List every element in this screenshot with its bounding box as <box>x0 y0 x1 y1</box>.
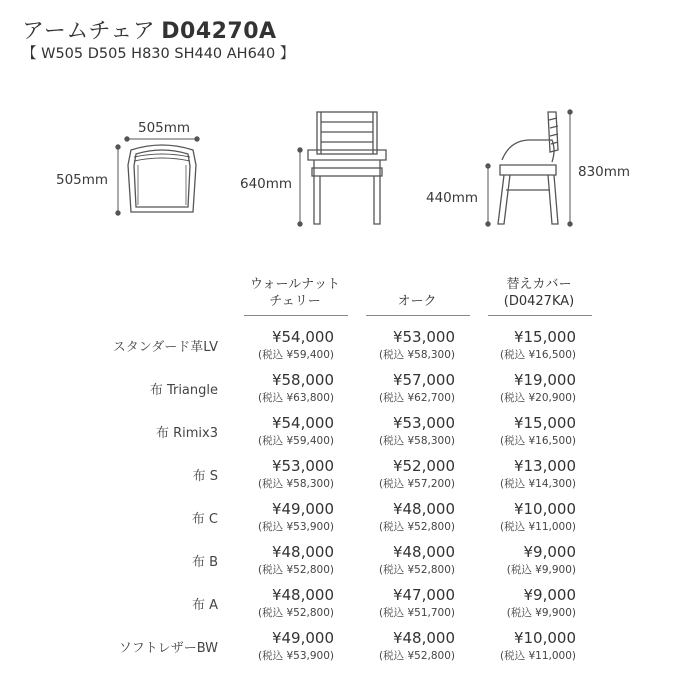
tax-included-price: (税込 ¥9,900) <box>506 564 576 576</box>
tax-included-price: (税込 ¥59,400) <box>258 349 334 361</box>
side-seat-height-label: 440mm <box>426 190 479 206</box>
price-value: ¥53,000 <box>392 328 455 346</box>
column-header-oak <box>362 276 472 310</box>
price-value: ¥54,000 <box>271 414 334 432</box>
column-header-cover <box>484 276 594 310</box>
top-depth-label: 505mm <box>56 172 109 188</box>
tax-included-price: (税込 ¥11,000) <box>500 650 576 662</box>
tax-included-price: (税込 ¥52,800) <box>379 650 455 662</box>
column-header-line <box>362 276 472 293</box>
tax-included-price: (税込 ¥52,800) <box>379 564 455 576</box>
front-arm-height-label: 640mm <box>240 176 293 192</box>
price-value: ¥10,000 <box>513 500 576 518</box>
tax-included-price: (税込 ¥14,300) <box>500 478 576 490</box>
side-view-drawing <box>498 112 558 224</box>
tax-included-price: (税込 ¥63,800) <box>258 392 334 404</box>
column-header-line: チェリー <box>269 294 321 309</box>
tax-included-price: (税込 ¥51,700) <box>379 607 455 619</box>
side-total-height-label: 830mm <box>578 164 631 180</box>
top-width-label: 505mm <box>138 120 191 136</box>
price-value: ¥49,000 <box>271 500 334 518</box>
price-value: ¥53,000 <box>271 457 334 475</box>
tax-included-price: (税込 ¥53,900) <box>258 521 334 533</box>
price-value: ¥54,000 <box>271 328 334 346</box>
tax-included-price: (税込 ¥58,300) <box>379 435 455 447</box>
tax-included-price: (税込 ¥52,800) <box>379 521 455 533</box>
price-value: ¥48,000 <box>271 543 334 561</box>
product-name: アームチェア <box>22 19 156 44</box>
header-divider <box>366 315 470 316</box>
front-view-drawing <box>308 112 386 224</box>
column-header-line: ウォールナット <box>250 277 340 292</box>
price-value: ¥19,000 <box>513 371 576 389</box>
price-value: ¥48,000 <box>392 543 455 561</box>
price-value: ¥48,000 <box>392 629 455 647</box>
column-header-line: (D0427KA) <box>503 294 575 309</box>
row-label: ソフトレザーBW <box>118 641 218 656</box>
price-value: ¥53,000 <box>392 414 455 432</box>
tax-included-price: (税込 ¥53,900) <box>258 650 334 662</box>
tax-included-price: (税込 ¥52,800) <box>258 607 334 619</box>
tax-included-price: (税込 ¥58,300) <box>258 478 334 490</box>
price-value: ¥58,000 <box>271 371 334 389</box>
price-value: ¥57,000 <box>392 371 455 389</box>
header-divider <box>488 315 592 316</box>
column-header-line: 替えカバー <box>506 277 572 292</box>
tax-included-price: (税込 ¥62,700) <box>379 392 455 404</box>
column-header-walnut-cherry <box>240 276 350 310</box>
tax-included-price: (税込 ¥57,200) <box>379 478 455 490</box>
tax-included-price: (税込 ¥16,500) <box>500 435 576 447</box>
row-label: スタンダード革LV <box>112 340 218 355</box>
product-code: D04270A <box>161 19 277 44</box>
product-dimensions: 【 W505 D505 H830 SH440 AH640 】 <box>22 46 295 62</box>
price-value: ¥15,000 <box>513 414 576 432</box>
tax-included-price: (税込 ¥11,000) <box>500 521 576 533</box>
price-value: ¥9,000 <box>523 586 576 604</box>
row-label: 布 S <box>192 469 218 484</box>
tax-included-price: (税込 ¥59,400) <box>258 435 334 447</box>
row-label: 布 A <box>191 598 218 613</box>
price-value: ¥49,000 <box>271 629 334 647</box>
price-value: ¥15,000 <box>513 328 576 346</box>
price-value: ¥48,000 <box>271 586 334 604</box>
tax-included-price: (税込 ¥16,500) <box>500 349 576 361</box>
chair-drawings <box>0 0 700 250</box>
row-label: 布 Triangle <box>149 383 218 398</box>
tax-included-price: (税込 ¥58,300) <box>379 349 455 361</box>
tax-included-price: (税込 ¥20,900) <box>500 392 576 404</box>
tax-included-price: (税込 ¥52,800) <box>258 564 334 576</box>
top-view-drawing <box>128 145 196 212</box>
header-divider <box>244 315 348 316</box>
price-value: ¥48,000 <box>392 500 455 518</box>
price-value: ¥13,000 <box>513 457 576 475</box>
price-value: ¥52,000 <box>392 457 455 475</box>
row-label: 布 Rimix3 <box>155 426 218 441</box>
row-label: 布 B <box>191 555 218 570</box>
price-value: ¥10,000 <box>513 629 576 647</box>
column-header-line: オーク <box>397 294 437 309</box>
tax-included-price: (税込 ¥9,900) <box>506 607 576 619</box>
row-label: 布 C <box>191 512 218 527</box>
price-value: ¥9,000 <box>523 543 576 561</box>
price-value: ¥47,000 <box>392 586 455 604</box>
